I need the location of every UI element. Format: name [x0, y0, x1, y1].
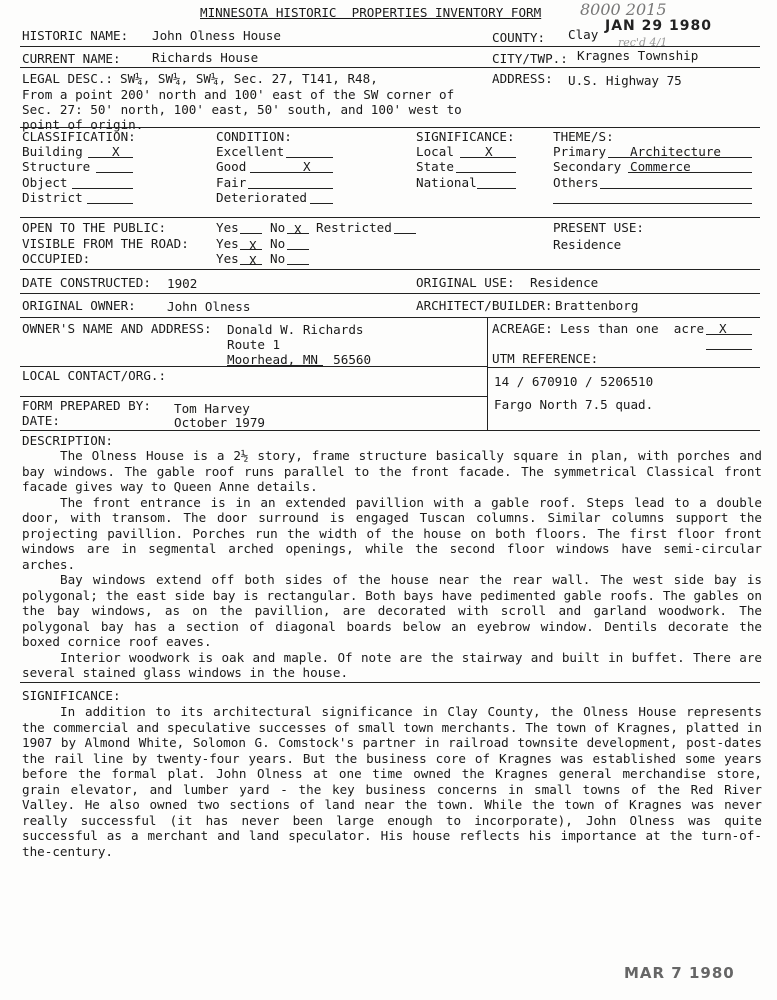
primary-theme-value: Architecture	[630, 144, 721, 159]
present-use-value: Residence	[553, 237, 622, 252]
column-divider	[487, 317, 488, 430]
rule	[20, 317, 760, 318]
city-value: Kragnes Township	[577, 48, 699, 63]
address-label: ADDRESS:	[492, 71, 553, 86]
local-contact-label: LOCAL CONTACT/ORG.:	[22, 368, 167, 383]
structure-option: Structure	[22, 159, 91, 174]
architect-builder-label: ARCHITECT/BUILDER:	[416, 298, 553, 313]
description-body	[22, 448, 762, 681]
open-to-public-label: OPEN TO THE PUBLIC:	[22, 220, 167, 235]
rule	[20, 127, 760, 128]
form-prepared-by-label: FORM PREPARED BY:	[22, 398, 151, 413]
blank-line	[477, 188, 516, 189]
blank-line	[287, 264, 309, 265]
visible-yes-mark: X	[249, 238, 257, 253]
blank-line	[706, 349, 752, 350]
legal-desc-line: Sec. 27: 50' north, 100' east, 50' south, and 100' west to	[22, 102, 462, 117]
blank-line	[286, 157, 333, 158]
deteriorated-option: Deteriorated	[216, 190, 307, 205]
rule	[20, 67, 760, 68]
open-restricted-option: Restricted	[316, 220, 392, 235]
rule	[487, 367, 760, 368]
county-label: COUNTY:	[492, 30, 546, 45]
description-paragraph: The front entrance is in an extended pavillion with a gable roof. Steps lead to a double door, with transom. The door surround is engaged Tuscan columns. Similar columns support the projecting pavillion. Porches run the width of the house on both floors. The first floor front windows are in segmental arched openings, while the second floor windows have semi-circular arches.	[22, 494, 762, 572]
visible-yes-option: Yes	[216, 236, 239, 251]
quad-map-value: Fargo North 7.5 quad.	[494, 397, 654, 412]
blank-line	[553, 203, 752, 204]
legal-desc-line: point of origin.	[22, 117, 144, 132]
building-mark: X	[112, 144, 120, 159]
theme-label: THEME/S:	[553, 129, 614, 144]
occupied-yes-option: Yes	[216, 251, 239, 266]
national-option: National	[416, 175, 477, 190]
rule	[20, 682, 760, 683]
form-date-label: DATE:	[22, 413, 60, 428]
handwritten-reference-number: 8000 2015	[580, 0, 667, 19]
county-value: Clay	[568, 27, 599, 42]
acreage-label: ACREAGE:	[492, 321, 553, 336]
secondary-theme-label: Secondary	[553, 159, 622, 174]
form-title: MINNESOTA HISTORIC PROPERTIES INVENTORY FORM	[200, 5, 542, 20]
significance-label: SIGNIFICANCE:	[22, 688, 121, 703]
good-option: Good	[216, 159, 247, 174]
occupied-no-option: No	[270, 251, 286, 266]
local-mark: X	[485, 144, 493, 159]
classification-label: CLASSIFICATION:	[22, 129, 136, 144]
form-date-value: October 1979	[174, 415, 265, 430]
open-yes-option: Yes	[216, 220, 239, 235]
district-option: District	[22, 190, 83, 205]
significance-level-label: SIGNIFICANCE:	[416, 129, 515, 144]
local-option: Local	[416, 144, 454, 159]
rule	[20, 269, 760, 270]
original-use-label: ORIGINAL USE:	[416, 275, 515, 290]
owner-address-line: Moorhead, MN 56560	[227, 352, 372, 367]
blank-line	[394, 233, 416, 234]
date-constructed-label: DATE CONSTRUCTED:	[22, 275, 151, 290]
blank-line	[310, 203, 333, 204]
blank-line	[240, 233, 262, 234]
significance-body	[22, 704, 762, 859]
blank-line	[287, 249, 309, 250]
occupied-yes-mark: X	[249, 253, 257, 268]
primary-theme-label: Primary	[553, 144, 607, 159]
good-mark: X	[303, 159, 311, 174]
acreage-value: Less than one acre	[560, 321, 705, 336]
blank-line	[706, 334, 752, 335]
owner-label: OWNER'S NAME AND ADDRESS:	[22, 321, 212, 336]
open-no-mark: X	[294, 222, 302, 237]
form-prepared-by-value: Tom Harvey	[174, 401, 250, 416]
blank-line	[88, 157, 133, 158]
current-name-value: Richards House	[152, 50, 259, 65]
state-option: State	[416, 159, 454, 174]
rule	[20, 217, 760, 218]
fair-option: Fair	[216, 175, 247, 190]
secondary-theme-value: Commerce	[630, 159, 691, 174]
blank-line	[72, 188, 133, 189]
owner-name: Donald W. Richards	[227, 322, 364, 337]
open-no-option: No	[270, 220, 286, 235]
building-option: Building	[22, 144, 83, 159]
rule	[20, 396, 487, 397]
description-paragraph: Bay windows extend off both sides of the house near the rear wall. The west side bay is polygonal; the east side bay is rectangular. Both bays have pedimented gable roofs. The gables on the bay windows, as on the pavillion, are decorated with scroll and garland woodwork. The polygonal bay has a section of diagonal boards below an eyebrow window. Dentils decorate the boxed cornice roof eaves.	[22, 572, 762, 649]
condition-label: CONDITION:	[216, 129, 292, 144]
address-value: U.S. Highway 75	[568, 73, 682, 88]
present-use-label: PRESENT USE:	[553, 220, 644, 235]
blank-line	[250, 172, 333, 173]
description-paragraph: The Olness House is a 2½ story, frame structure basically square in plan, with porches and bay windows. The gable roof runs parallel to the front facade. The symmetrical Classical front facade gives way to Queen Anne details.	[22, 448, 762, 494]
rule	[20, 293, 760, 294]
significance-paragraph: In addition to its architectural significance in Clay County, the Olness House represents the commercial and speculative successes of small town merchants. The town of Kragnes, platted in 1907 by Almond White, Solomon G. Comstock's partner in railroad townsite development, post-dates the rail line by twenty-four years. But the business core of Kragnes was established some years before the formal plat. John Olness at one time owned the Kragnes general merchandise store, grain elevator, and lumber yard - the key business concerns in small towns of the Red River Valley. He also owned two sections of land near the town. While the town of Kragnes was never really successful (it has never been large enough to incorporate), John Olness was quite successful as a merchant and land speculator. His house reflects his importance at the turn-of-the-century.	[22, 704, 762, 859]
rule	[20, 46, 760, 47]
utm-reference-label: UTM REFERENCE:	[492, 351, 599, 366]
historic-name-value: John Olness House	[152, 28, 281, 43]
rule	[20, 430, 760, 431]
excellent-option: Excellent	[216, 144, 285, 159]
date-constructed-value: 1902	[167, 276, 198, 291]
receipt-stamp: MAR 7 1980	[624, 964, 735, 982]
utm-reference-value: 14 / 670910 / 5206510	[494, 374, 654, 389]
original-use-value: Residence	[530, 275, 599, 290]
visible-from-road-label: VISIBLE FROM THE ROAD:	[22, 236, 189, 251]
description-label: DESCRIPTION:	[22, 433, 113, 448]
original-owner-value: John Olness	[167, 299, 251, 314]
handwritten-note: rec'd 4/1	[618, 36, 668, 49]
acreage-mark: X	[719, 321, 727, 336]
others-theme-label: Others	[553, 175, 599, 190]
received-date-stamp: JAN 29 1980	[605, 18, 712, 34]
occupied-label: OCCUPIED:	[22, 251, 91, 266]
architect-builder-value: Brattenborg	[555, 298, 639, 313]
visible-no-option: No	[270, 236, 286, 251]
owner-address-line: Route 1	[227, 337, 281, 352]
rule	[20, 366, 487, 367]
legal-desc-line: From a point 200' north and 100' east of the SW corner of	[22, 87, 455, 102]
blank-line	[96, 172, 133, 173]
description-paragraph: Interior woodwork is oak and maple. Of note are the stairway and built in buffet. There are several stained glass windows in the house.	[22, 649, 762, 680]
object-option: Object	[22, 175, 68, 190]
blank-line	[248, 188, 333, 189]
city-label: CITY/TWP.:	[492, 51, 568, 66]
legal-desc-label: LEGAL DESC.:	[22, 71, 113, 86]
blank-line	[600, 188, 752, 189]
legal-desc-line: SW¼, SW¼, SW¼, Sec. 27, T141, R48,	[120, 71, 378, 86]
blank-line	[456, 172, 516, 173]
historic-name-label: HISTORIC NAME:	[22, 28, 129, 43]
original-owner-label: ORIGINAL OWNER:	[22, 298, 136, 313]
current-name-label: CURRENT NAME:	[22, 51, 121, 66]
blank-line	[87, 203, 133, 204]
